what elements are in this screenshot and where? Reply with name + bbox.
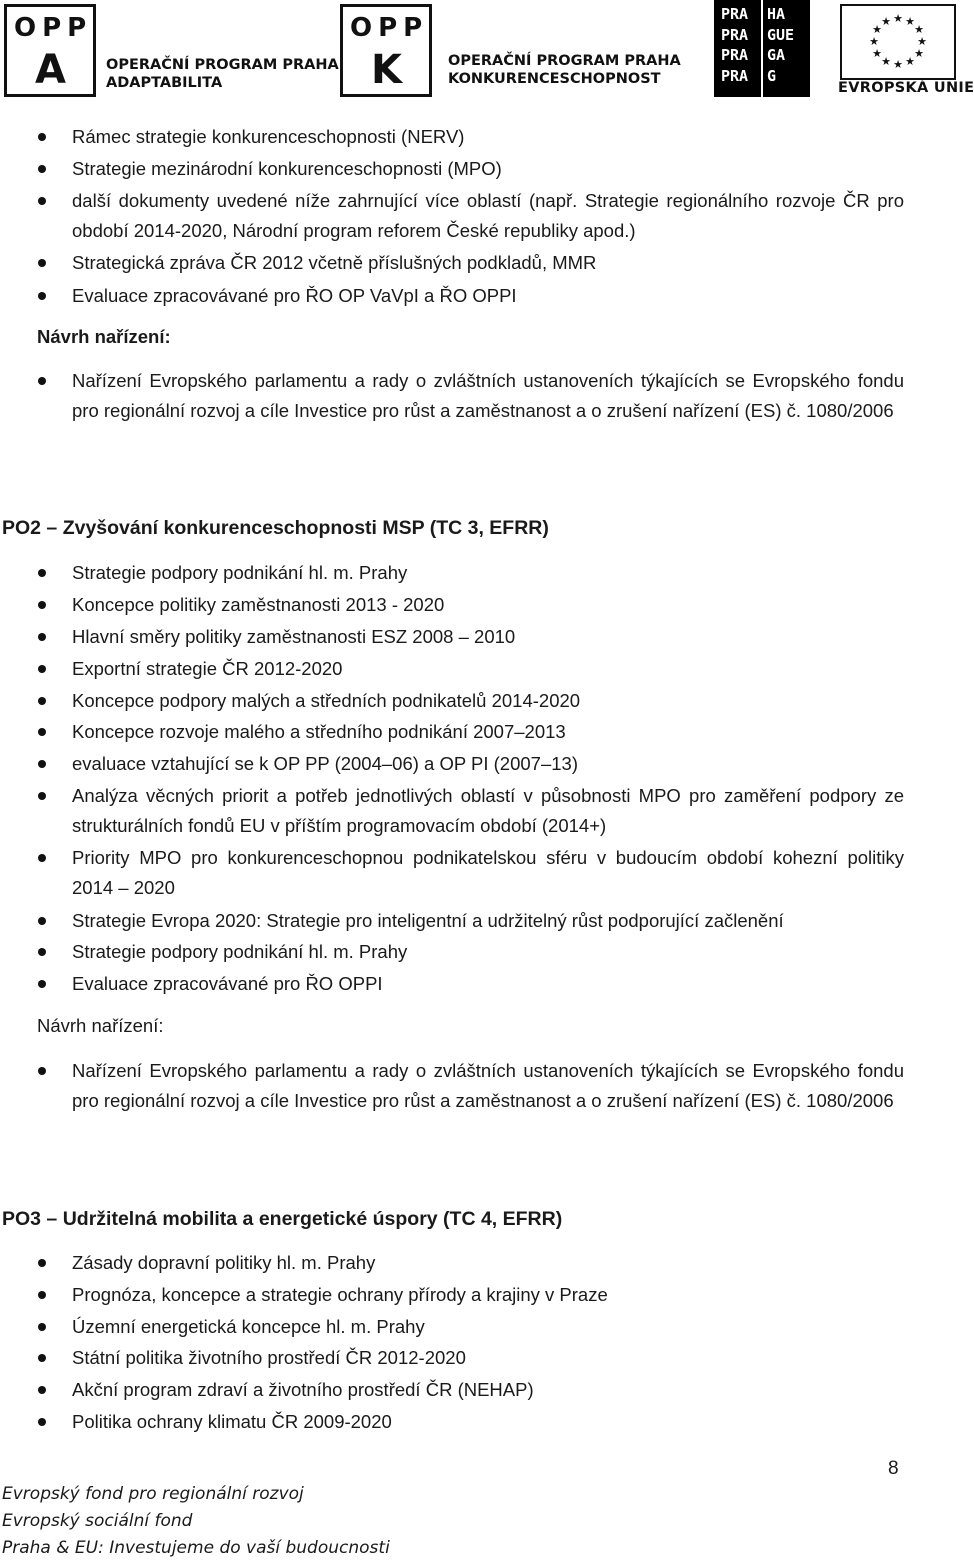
list-item: Hlavní směry politiky zaměstnanosti ESZ 2008 – 2010 [72, 622, 904, 652]
svg-text:★: ★ [872, 47, 882, 60]
list-item: Strategie podpory podnikání hl. m. Prahy [72, 558, 904, 588]
svg-text:★: ★ [905, 55, 915, 68]
svg-text:★: ★ [881, 55, 891, 68]
list-item: Strategie podpory podnikání hl. m. Prahy [72, 937, 904, 967]
list-item: Evaluace zpracovávané pro ŘO OPPI [72, 969, 904, 999]
svg-text:★: ★ [917, 35, 927, 48]
svg-text:★: ★ [914, 47, 924, 60]
navrh-label: Návrh nařízení: [37, 1015, 164, 1036]
po3-heading: PO3 – Udržitelná mobilita a energetické úspory (TC 4, EFRR) [2, 1208, 563, 1230]
list-item: Strategie Evropa 2020: Strategie pro inteligentní a udržitelný růst podporující začlenění [72, 906, 904, 936]
list-item: Koncepce politiky zaměstnanosti 2013 - 2020 [72, 590, 904, 620]
praha-logo-divider [761, 0, 763, 97]
list-item: Nařízení Evropského parlamentu a rady o zvláštních ustanoveních týkajících se Evropského fondu pro regionální rozvoj a cíle Investice pro růst a zaměstnanost a o zrušení nařízení (ES) č. 1080/2006 [72, 366, 904, 426]
list-item: Zásady dopravní politiky hl. m. Prahy [72, 1248, 904, 1278]
list-item: Evaluace zpracovávané pro ŘO OP VaVpI a ŘO OPPI [72, 281, 904, 311]
opp-a-text: OPERAČNÍ PROGRAM PRAHA ADAPTABILITA [106, 57, 339, 91]
opp-k-mark: OPP K [340, 4, 432, 97]
list-item: Rámec strategie konkurenceschopnosti (NERV) [72, 122, 904, 152]
svg-text:★: ★ [893, 12, 903, 25]
list-item: Akční program zdraví a životního prostředí ČR (NEHAP) [72, 1375, 904, 1405]
eu-label: EVROPSKÁ UNIE [838, 80, 974, 96]
list-item: Politika ochrany klimatu ČR 2009-2020 [72, 1407, 904, 1437]
po2-heading: PO2 – Zvyšování konkurenceschopnosti MSP (TC 3, EFRR) [2, 517, 549, 539]
footer-line-1: Evropský fond pro regionální rozvoj [2, 1484, 304, 1504]
list-item: Koncepce rozvoje malého a středního podnikání 2007–2013 [72, 717, 904, 747]
opp-a-mark: OPP A [4, 4, 96, 97]
svg-text:★: ★ [881, 15, 891, 28]
svg-text:★: ★ [872, 23, 882, 36]
list-item: další dokumenty uvedené níže zahrnující více oblastí (např. Strategie regionálního rozvoje ČR pro období 2014-2020, Národní program reforem České republiky apod.) [72, 186, 904, 246]
list-item: Strategie mezinárodní konkurenceschopnosti (MPO) [72, 154, 904, 184]
list-item: Státní politika životního prostředí ČR 2012-2020 [72, 1343, 904, 1373]
list-item: Analýza věcných priorit a potřeb jednotlivých oblastí v působnosti MPO pro zaměření podpory ze strukturálních fondů EU v příštím programovacím období (2014+) [72, 781, 904, 841]
navrh-label: Návrh nařízení: [37, 326, 171, 347]
list-item: Exportní strategie ČR 2012-2020 [72, 654, 904, 684]
svg-text:★: ★ [914, 23, 924, 36]
list-item: Prognóza, koncepce a strategie ochrany přírody a krajiny v Praze [72, 1280, 904, 1310]
opp-k-text: OPERAČNÍ PROGRAM PRAHA KONKURENCESCHOPNOST [448, 53, 681, 87]
page-number: 8 [888, 1458, 899, 1479]
list-item: Nařízení Evropského parlamentu a rady o zvláštních ustanoveních týkajících se Evropského fondu pro regionální rozvoj a cíle Investice pro růst a zaměstnanost a o zrušení nařízení (ES) č. 1080/2006 [72, 1056, 904, 1116]
svg-text:★: ★ [893, 58, 903, 71]
svg-text:★: ★ [905, 15, 915, 28]
list-item: Strategická zpráva ČR 2012 včetně příslušných podkladů, MMR [72, 248, 904, 278]
list-item: evaluace vztahující se k OP PP (2004–06) a OP PI (2007–13) [72, 749, 904, 779]
list-item: Priority MPO pro konkurenceschopnou podnikatelskou sféru v budoucím období kohezní politiky 2014 – 2020 [72, 843, 904, 903]
list-item: Územní energetická koncepce hl. m. Prahy [72, 1312, 904, 1342]
list-item: Koncepce podpory malých a středních podnikatelů 2014-2020 [72, 686, 904, 716]
eu-flag-icon [840, 4, 956, 80]
footer-line-2: Evropský sociální fond [2, 1511, 193, 1531]
footer-line-3: Praha & EU: Investujeme do vaší budoucnosti [2, 1538, 390, 1558]
svg-text:★: ★ [869, 35, 879, 48]
praha-logo: PRA PRA PRA PRA HA GUE GA G [714, 0, 810, 97]
